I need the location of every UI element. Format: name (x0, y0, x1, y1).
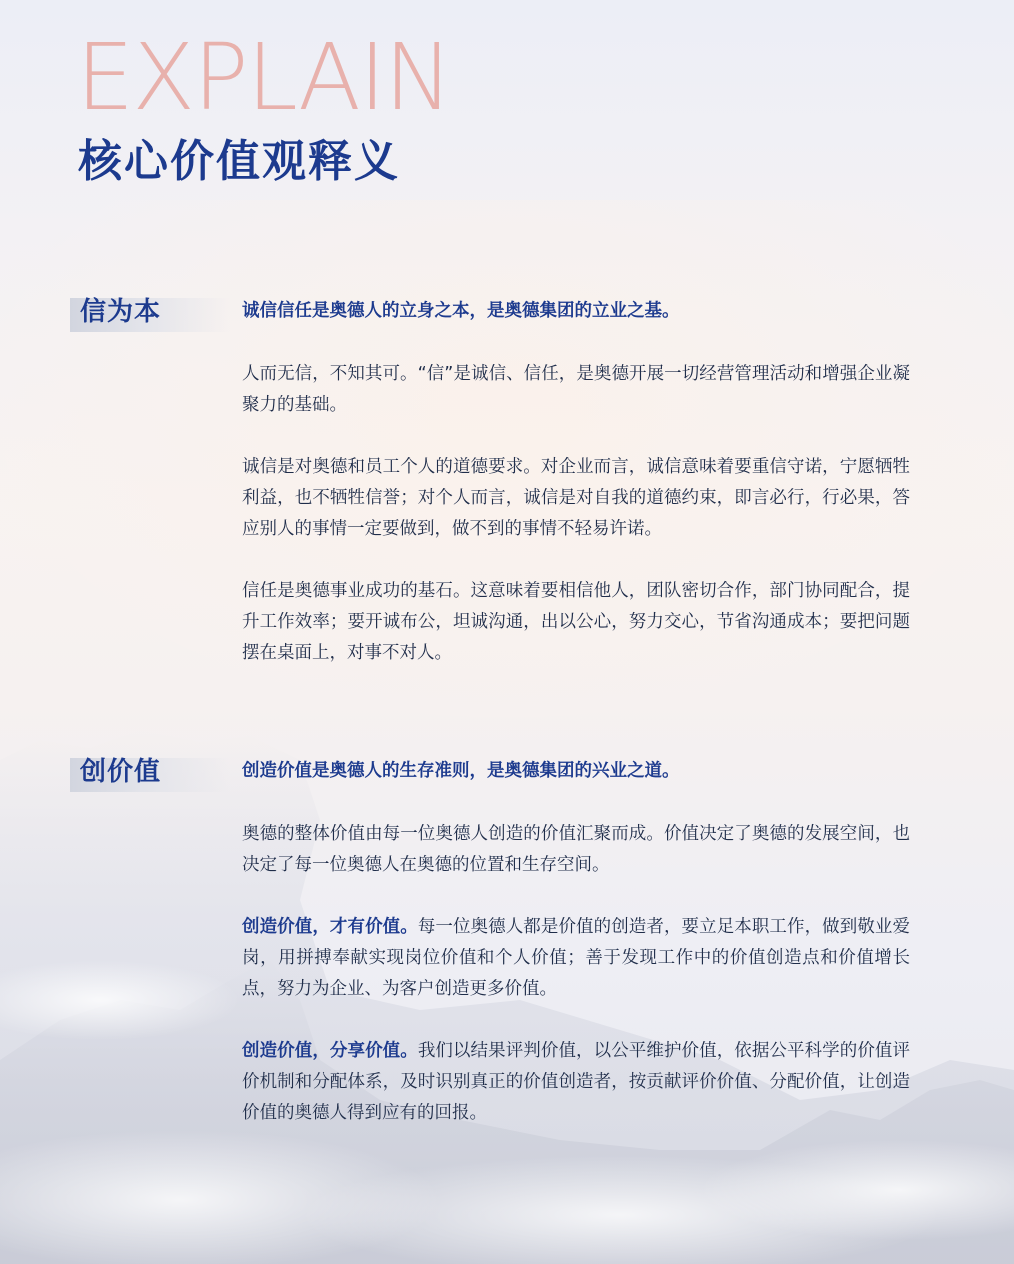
section-paragraph-emphasized (242, 912, 910, 1005)
section-paragraph: 信任是奥德事业成功的基石。这意味着要相信他人，团队密切合作，部门协同配合，提升工作效率；要开诚布公，坦诚沟通，出以公心，努力交心，节省沟通成本；要把问题摆在桌面上，对事不对人。 (242, 581, 910, 663)
section-lead: 诚信信任是奥德人的立身之本，是奥德集团的立业之基。 (242, 301, 680, 321)
emphasis-phrase: 创造价值，才有价值。 (242, 917, 418, 937)
section-label-band (70, 298, 230, 332)
explain-heading: EXPLAIN (76, 24, 451, 131)
section-body (242, 756, 910, 1160)
section-paragraph: 诚信是对奥德和员工个人的道德要求。对企业而言，诚信意味着要重信守诺，宁愿牺牲利益，也不牺牲信誉；对个人而言，诚信是对自我的道德约束，即言必行，行必果，答应别人的事情一定要做到，做不到的事情不轻易许诺。 (242, 457, 910, 539)
section-paragraph-emphasized (242, 1036, 910, 1129)
section-paragraph: 奥德的整体价值由每一位奥德人创造的价值汇聚而成。价值决定了奥德的发展空间，也决定了每一位奥德人在奥德的位置和生存空间。 (242, 824, 910, 875)
paragraph-text: 每一位奥德人都是价值的创造者，要立足本职工作，做到敬业爱岗，用拼搏奉献实现岗位价值和个人价值；善于发现工作中的价值创造点和价值增长点，努力为企业、为客户创造更多价值。 (242, 917, 910, 999)
section-label-band (70, 758, 230, 792)
page-title: 核心价值观释义 (78, 136, 400, 187)
section-label: 创价值 (80, 757, 162, 787)
section-lead: 创造价值是奥德人的生存准则，是奥德集团的兴业之道。 (242, 761, 680, 781)
section-body (242, 296, 910, 700)
section-paragraph: 人而无信，不知其可。“信”是诚信、信任，是奥德开展一切经营管理活动和增强企业凝聚力的基础。 (242, 364, 910, 415)
section-label: 信为本 (80, 297, 162, 327)
paragraph-text: 我们以结果评判价值，以公平维护价值，依据公平科学的价值评价机制和分配体系，及时识别真正的价值创造者，按贡献评价价值、分配价值，让创造价值的奥德人得到应有的回报。 (242, 1041, 910, 1123)
emphasis-phrase: 创造价值，分享价值。 (242, 1041, 418, 1061)
